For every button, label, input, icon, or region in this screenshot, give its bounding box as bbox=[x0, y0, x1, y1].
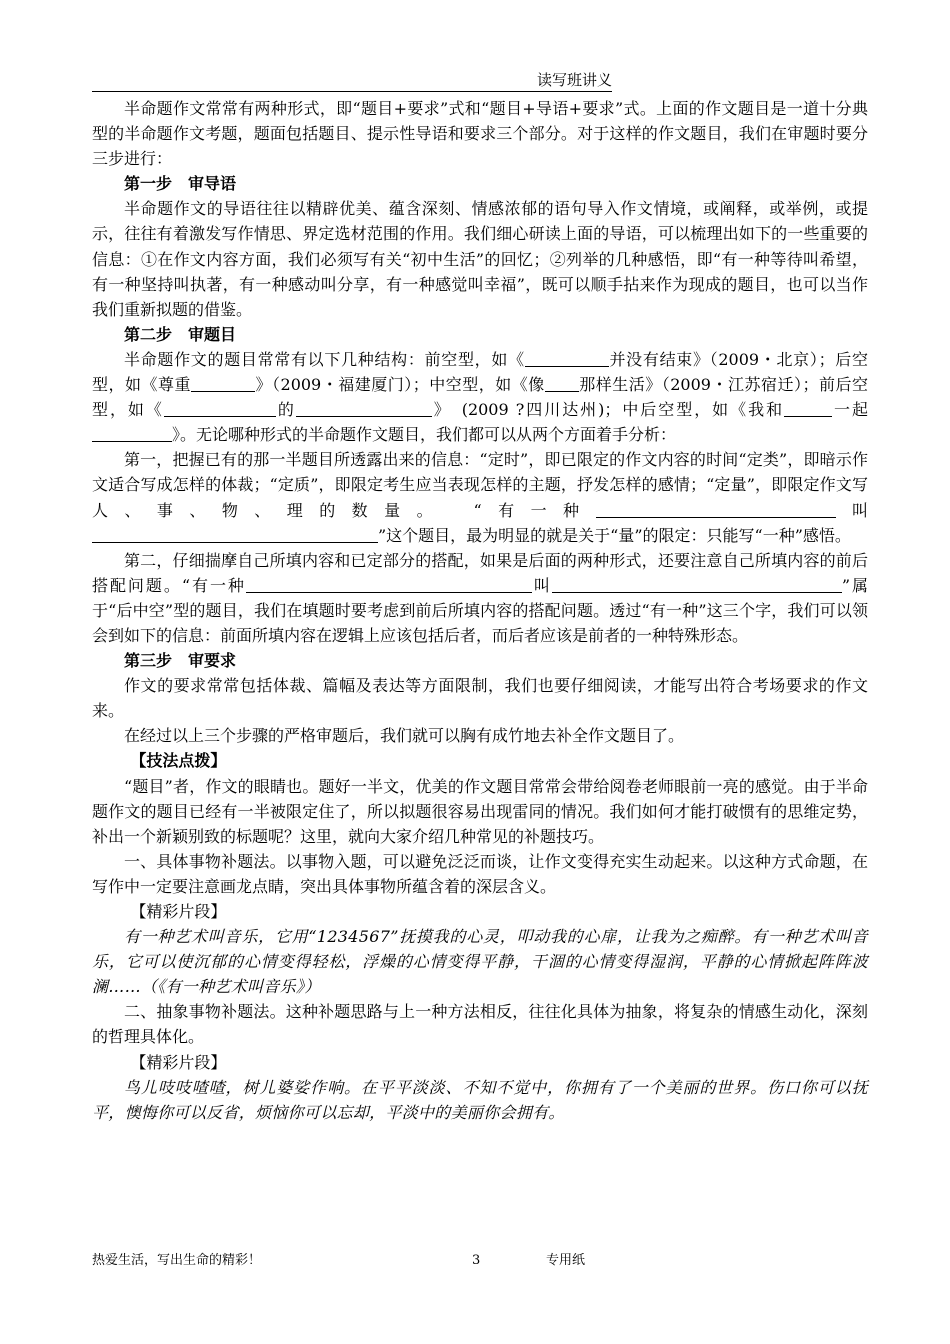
fill-blank bbox=[596, 501, 836, 518]
text-segment: 第一，把握已有的那一半题目所透露出来的信息：“定时”，即已限定的作文内容的时间“定类”，即暗示作文适合写成怎样的体裁；“定质”，即限定考生应当表现怎样的主题，抒发怎样的感情；“定量”，即限定作文写人、事、物、理的数量。 “有一种 bbox=[92, 450, 868, 520]
excerpt-heading: 【精彩片段】 bbox=[130, 902, 227, 921]
technique-heading: 【技法点拨】 bbox=[130, 751, 227, 771]
footer-motto: 热爱生活，写出生命的精彩！ bbox=[92, 1253, 262, 1268]
text-segment: 并没有结束》（2009・北京）；后空型，如《尊重 bbox=[92, 349, 868, 395]
fill-blank bbox=[525, 350, 609, 367]
fill-blank bbox=[296, 400, 432, 417]
text-segment: ”这个题目，最为明显的就是关于“量”的限定：只能写“一种”感悟。 bbox=[378, 525, 851, 545]
text-segment: 》。无论哪种形式的半命题作文题目，我们都可以从两个方面着手分析： bbox=[172, 425, 677, 445]
fill-blank bbox=[246, 576, 532, 593]
fill-blank bbox=[191, 375, 255, 392]
text-segment: 那样生活》（2009・江苏宿迁）；前后空型，如《 bbox=[92, 375, 868, 420]
step-one-heading: 第一步 审导语 bbox=[124, 174, 237, 194]
text-segment: 的 bbox=[275, 400, 296, 420]
fill-blank bbox=[552, 576, 842, 593]
technique-paragraph: “题目”者，作文的眼睛也。题好一半文，优美的作文题目常常会带给阅卷老师眼前一亮的感觉。由于半命题作文的题目已经有一半被限定住了，所以拟题很容易出现雷同的情况。我们如何才能打破惯有的思维定势，补出一个新颖别致的标题呢？这里，就向大家介绍几种常见的补题技巧。 bbox=[92, 776, 868, 846]
fill-blank bbox=[545, 375, 579, 392]
excerpt-birds: 鸟儿吱吱喳喳，树儿婆娑作响。在平平淡淡、不知不觉中，你拥有了一个美丽的世界。伤口你可以抚平，懊悔你可以反省，烦恼你可以忘却，平淡中的美丽你会拥有。 bbox=[92, 1077, 868, 1122]
intro-paragraph: 半命题作文常常有两种形式，即“题目+要求”式和“题目+导语+要求”式。上面的作文题目是一道十分典型的半命题作文考题，题面包括题目、提示性导语和要求三个部分。对于这样的作文题目，我们在审题时要分三步进行： bbox=[92, 99, 868, 169]
step-three-heading: 第三步 审要求 bbox=[124, 651, 237, 671]
fill-blank bbox=[92, 526, 378, 543]
requirements-paragraph: 作文的要求常常包括体裁、篇幅及表达等方面限制，我们也要仔细阅读，才能写出符合考场要求的作文来。 bbox=[92, 676, 868, 721]
text-segment: 第二，仔细揣摩自己所填内容和已定部分的搭配，如果是后面的两种形式，还要注意自己所填内容的前后搭配问题。“有一种 bbox=[92, 550, 868, 595]
step-two-heading: 第二步 审题目 bbox=[124, 324, 237, 344]
first-analysis-paragraph bbox=[92, 447, 868, 547]
fill-blank bbox=[164, 400, 276, 417]
text-segment: ”属于“后中空”型的题目，我们在填题时要考虑到前后所填内容的搭配问题。透过“有一种”这三个字，我们可以领会到如下的信息：前面所填内容在逻辑上应该包括后者，而后者应该是前者的一种特殊形态。 bbox=[92, 575, 868, 645]
fill-blank bbox=[92, 425, 172, 442]
header-title: 读写班讲义 bbox=[536, 71, 612, 89]
text-segment: 》（2009・福建厦门）；中空型，如《像 bbox=[255, 375, 545, 395]
text-segment: 一起 bbox=[832, 400, 868, 420]
text-segment: 半命题作文的题目常常有以下几种结构：前空型，如《 bbox=[124, 349, 525, 369]
fill-blank bbox=[784, 400, 832, 417]
excerpt-heading: 【精彩片段】 bbox=[130, 1052, 227, 1072]
second-analysis-paragraph bbox=[92, 548, 868, 648]
text-segment: 》 (2009 ?四川达州)；中后空型，如《我和 bbox=[431, 400, 785, 420]
excerpt-music: 有一种艺术叫音乐，它用“1234567”抚摸我的心灵，叩动我的心扉，让我为之痴醉。有一种艺术叫音乐，它可以使沉郁的心情变得轻松，浮燥的心情变得平静，干涸的心情变得湿润，平静的心情掀起阵阵波澜……（《有一种艺术叫音乐》） bbox=[92, 927, 868, 997]
step-one-paragraph: 半命题作文的导语往往以精辟优美、蕴含深刻、情感浓郁的语句导入作文情境，或阐释，或举例，或提示，往往有着激发写作情思、界定选材范围的作用。我们细心研读上面的导语，可以梳理出如下的一些重要的信息：①在作文内容方面，我们必须写有关“初中生活”的回忆；②列举的几种感悟，即“有一种等待叫希望，有一种坚持叫执著，有一种感动叫分享，有一种感觉叫幸福”，既可以顺手拈来作为现成的题目，也可以当作我们重新拟题的借鉴。 bbox=[92, 199, 868, 319]
running-header bbox=[92, 70, 612, 92]
text-segment: 叫 bbox=[835, 500, 868, 520]
conclusion-paragraph: 在经过以上三个步骤的严格审题后，我们就可以胸有成竹地去补全作文题目了。 bbox=[124, 726, 685, 746]
title-structures-paragraph bbox=[92, 347, 868, 447]
document-body bbox=[92, 96, 868, 1125]
method-one-paragraph: 一、具体事物补题法。以事物入题，可以避免泛泛而谈，让作文变得充实生动起来。以这种方式命题，在写作中一定要注意画龙点睛，突出具体事物所蕴含着的深层含义。 bbox=[92, 851, 868, 896]
text-segment: 叫 bbox=[531, 575, 552, 595]
footer-paper-label: 专用纸 bbox=[546, 1253, 586, 1268]
method-two-paragraph: 二、抽象事物补题法。这种补题思路与上一种方法相反，往往化具体为抽象，将复杂的情感生动化，深刻的哲理具体化。 bbox=[92, 1002, 868, 1047]
page-number: 3 bbox=[472, 1253, 481, 1268]
